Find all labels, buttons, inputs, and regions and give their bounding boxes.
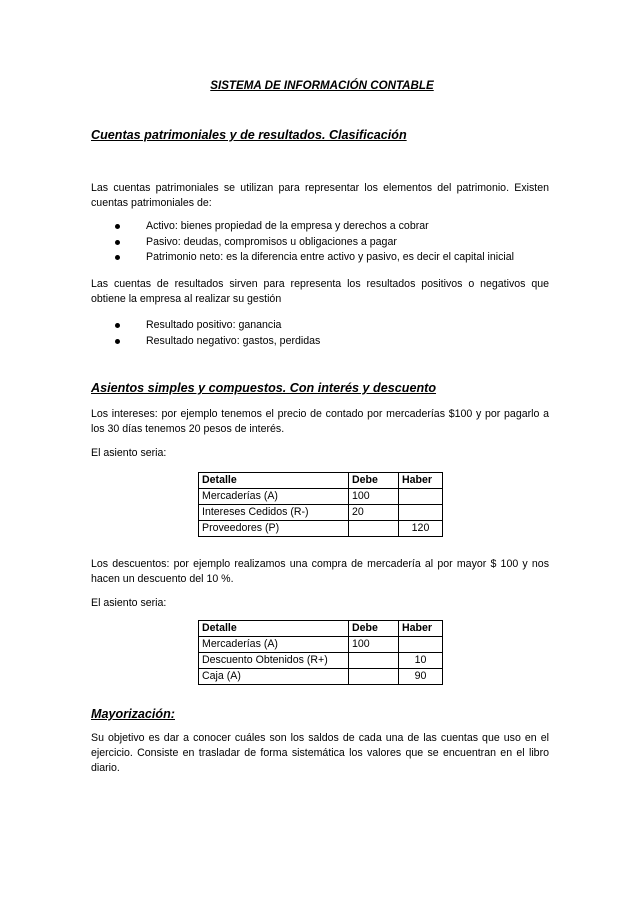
cell-haber: 90 [399, 669, 443, 685]
asiento-label: El asiento seria: [91, 597, 167, 609]
column-header-detalle: Detalle [199, 621, 349, 637]
paragraph-cuentas-resultados: Las cuentas de resultados sirven para representa los resultados positivos o negativos que obtiene la empresa al realizar su gestión [91, 278, 549, 306]
column-header-debe: Debe [349, 621, 399, 637]
cell-haber [399, 637, 443, 653]
bullet-icon [115, 339, 120, 344]
list-item: Pasivo: deudas, compromisos u obligaciones a pagar [91, 235, 514, 251]
bullet-icon [115, 255, 120, 260]
cell-detalle: Intereses Cedidos (R-) [199, 505, 349, 521]
column-header-haber: Haber [399, 473, 443, 489]
table-row [199, 489, 443, 505]
table-row [199, 653, 443, 669]
cell-haber [399, 505, 443, 521]
column-header-haber: Haber [399, 621, 443, 637]
table-row [199, 521, 443, 537]
list-item: Activo: bienes propiedad de la empresa y derechos a cobrar [91, 219, 514, 235]
section-heading-mayorizacion: Mayorización: [91, 707, 175, 721]
section-heading-cuentas: Cuentas patrimoniales y de resultados. Clasificación [91, 128, 407, 142]
list-resultados [91, 318, 320, 349]
section-heading-asientos: Asientos simples y compuestos. Con interés y descuento [91, 381, 437, 395]
bullet-icon [115, 224, 120, 229]
table-header-row [199, 473, 443, 489]
cell-haber [399, 489, 443, 505]
paragraph-descuentos: Los descuentos: por ejemplo realizamos una compra de mercadería al por mayor $ 100 y nos hacen un descuento del 10 %. [91, 558, 549, 586]
asiento-label: El asiento seria: [91, 447, 167, 459]
cell-haber: 10 [399, 653, 443, 669]
cell-detalle: Caja (A) [199, 669, 349, 685]
bullet-icon [115, 323, 120, 328]
cell-haber: 120 [399, 521, 443, 537]
paragraph-mayorizacion: Su objetivo es dar a conocer cuáles son los saldos de cada una de las cuentas que uso en el ejercicio. Consiste en trasladar de forma sistemática los valores que se encuentran en el libro diario. [91, 732, 549, 775]
paragraph-cuentas-patrimoniales: Las cuentas patrimoniales se utilizan para representar los elementos del patrimonio. Existen cuentas patrimoniales de: [91, 182, 549, 210]
cell-debe: 20 [349, 505, 399, 521]
cell-detalle: Mercaderías (A) [199, 637, 349, 653]
cell-debe: 100 [349, 637, 399, 653]
cell-debe [349, 653, 399, 669]
table-header-row [199, 621, 443, 637]
table-row [199, 505, 443, 521]
cell-debe [349, 521, 399, 537]
column-header-debe: Debe [349, 473, 399, 489]
cell-detalle: Mercaderías (A) [199, 489, 349, 505]
list-item: Patrimonio neto: es la diferencia entre activo y pasivo, es decir el capital inicial [91, 250, 514, 266]
cell-detalle: Proveedores (P) [199, 521, 349, 537]
cell-debe: 100 [349, 489, 399, 505]
table-row [199, 637, 443, 653]
asiento-table-descuentos [198, 620, 443, 685]
list-item: Resultado positivo: ganancia [91, 318, 320, 334]
bullet-icon [115, 240, 120, 245]
list-patrimoniales [91, 219, 514, 266]
column-header-detalle: Detalle [199, 473, 349, 489]
list-item: Resultado negativo: gastos, perdidas [91, 334, 320, 350]
cell-detalle: Descuento Obtenidos (R+) [199, 653, 349, 669]
paragraph-intereses: Los intereses: por ejemplo tenemos el precio de contado por mercaderías $100 y por pagarlo a los 30 días tenemos 20 pesos de interés. [91, 408, 549, 436]
table-row [199, 669, 443, 685]
cell-debe [349, 669, 399, 685]
asiento-table-intereses [198, 472, 443, 537]
document-title: SISTEMA DE INFORMACIÓN CONTABLE [210, 79, 434, 92]
